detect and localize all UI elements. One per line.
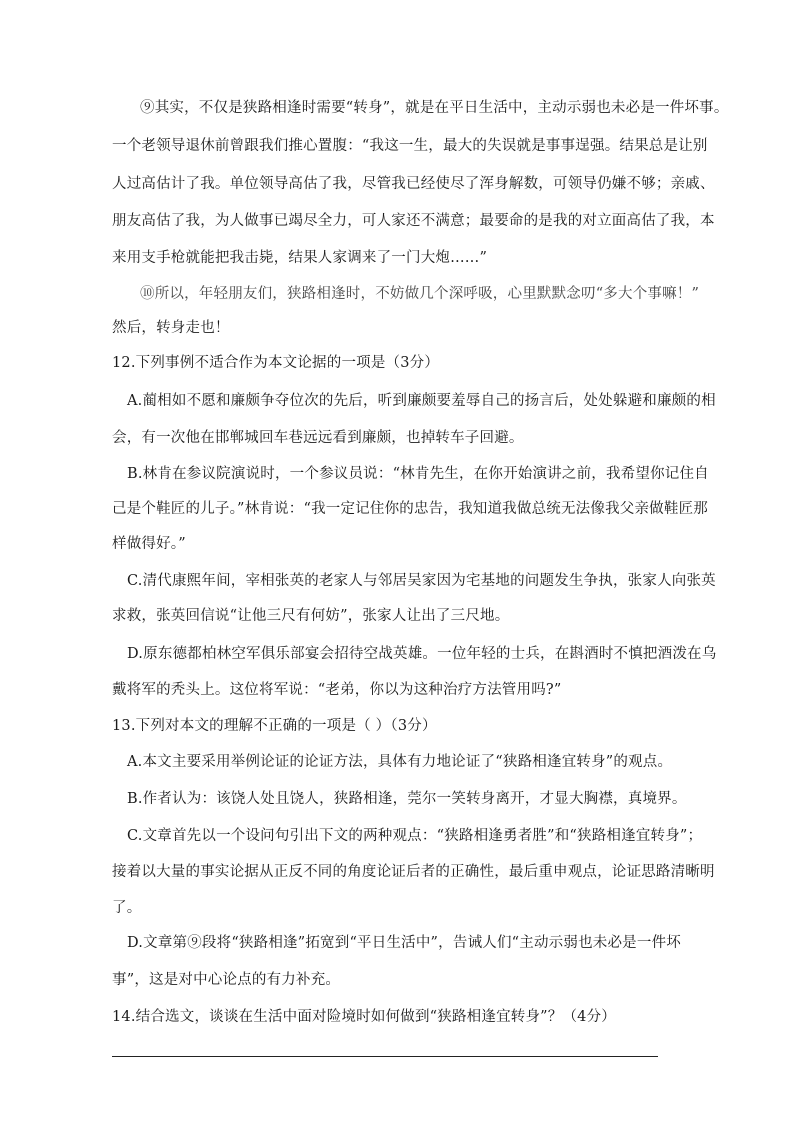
- answer-blank-line[interactable]: [112, 1056, 658, 1057]
- q13-option-d-line2: 事”，这是对中心论点的有力补充。: [112, 972, 341, 988]
- q13-option-d-line1: D.文章第⑨段将“狭路相逢”拓宽到“平日生活中”，告诫人们“主动示弱也未必是一件坏: [127, 935, 681, 951]
- q13-option-c-line3: 了。: [112, 900, 142, 916]
- para9-line3: 人过高估计了我。单位领导高估了我，尽管我已经使尽了浑身解数，可领导仍嫌不够；亲戚、: [112, 176, 715, 192]
- q13-option-b: B.作者认为：该饶人处且饶人，狭路相逢，莞尔一笑转身离开，才显大胸襟，真境界。: [127, 791, 687, 807]
- q12-option-d-line2: 戴将军的秃头上。这位将军说：“老弟，你以为这种治疗方法管用吗?”: [112, 682, 562, 698]
- q12-option-c-line1: C.清代康熙年间，宰相张英的老家人与邻居吴家因为宅基地的问题发生争执，张家人向张英: [127, 573, 716, 589]
- q12-option-d-line1: D.原东德都柏林空军俱乐部宴会招待空战英雄。一位年轻的士兵，在斟酒时不慎把酒泼在乌: [127, 646, 717, 662]
- question-14-stem: 14.结合选文，谈谈在生活中面对险境时如何做到“狭路相逢宜转身”？（4分）: [112, 1009, 617, 1025]
- question-12-stem: 12.下列事例不适合作为本文论据的一项是（3分）: [112, 355, 440, 371]
- q12-option-b-line3: 样做得好。”: [112, 536, 186, 552]
- q13-option-a: A.本文主要采用举例论证的论证方法，具体有力地论证了“狭路相逢宜转身”的观点。: [127, 754, 673, 770]
- question-13-stem: 13.下列对本文的理解不正确的一项是（ ）（3分）: [112, 718, 437, 734]
- para10-line2: 然后，转身走也！: [112, 320, 230, 336]
- para9-line2: 一个老领导退休前曾跟我们推心置腹：“我这一生，最大的失误就是事事逞强。结果总是让别: [112, 138, 708, 154]
- q13-option-c-line1: C.文章首先以一个设问句引出下文的两种观点：“狭路相逢勇者胜”和“狭路相逢宜转身”；: [127, 828, 703, 844]
- q12-option-a-line2: 会，有一次他在邯郸城回车巷远远看到廉颇，也掉转车子回避。: [112, 430, 524, 446]
- para9-line5: 来用支手枪就能把我击毙，结果人家调来了一门大炮……”: [112, 250, 488, 266]
- q12-option-b-line2: 己是个鞋匠的儿子。”林肯说：“我一定记住你的忠告，我知道我做总统无法像我父亲做鞋匠那: [112, 501, 708, 517]
- para10-line1: ⑩所以，年轻朋友们，狭路相逢时，不妨做几个深呼吸，心里默默念叨“多大个事嘛！”: [140, 286, 700, 302]
- para9-line4: 朋友高估了我，为人做事已竭尽全力，可人家还不满意；最要命的是我的对立面高估了我，本: [112, 213, 715, 229]
- q12-option-a-line1: A.蔺相如不愿和廉颇争夺位次的先后，听到廉颇要羞辱自己的扬言后，处处躲避和廉颇的相: [127, 393, 716, 409]
- q13-option-c-line2: 接着以大量的事实论据从正反不同的角度论证后者的正确性，最后重申观点，论证思路清晰明: [112, 864, 715, 880]
- q12-option-b-line1: B.林肯在参议院演说时，一个参议员说：“林肯先生，在你开始演讲之前，我希望你记住自: [127, 466, 709, 482]
- para9-line1: ⑨其实，不仅是狭路相逢时需要“转身”，就是在平日生活中，主动示弱也未必是一件坏事。: [140, 100, 729, 116]
- q12-option-c-line2: 求救，张英回信说“让他三尺有何妨”，张家人让出了三尺地。: [112, 608, 510, 624]
